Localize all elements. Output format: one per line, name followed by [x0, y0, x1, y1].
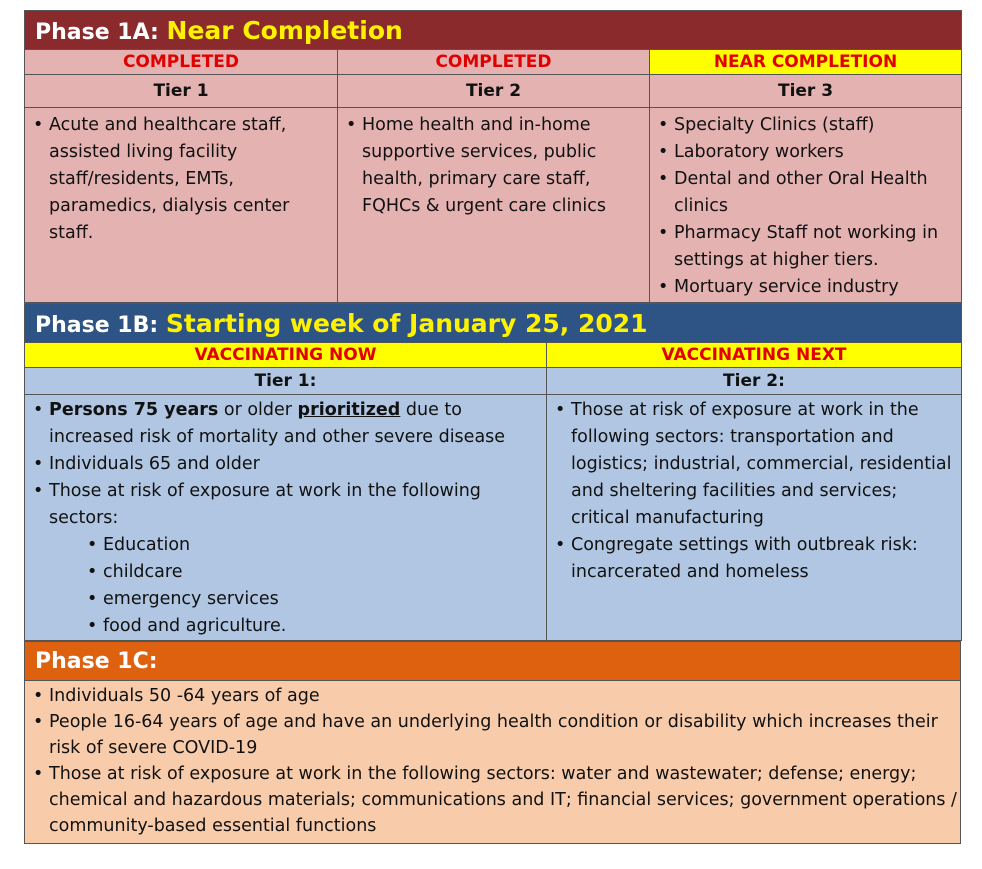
list-item: [25, 397, 546, 451]
phase-1b-header: [25, 304, 962, 343]
phase-1c-label: Phase 1C:: [35, 648, 158, 674]
sector-item: • childcare: [25, 559, 546, 586]
list-item: • Congregate settings with outbreak risk: incarcerated and homeless: [547, 532, 961, 586]
phase-1c-list: [25, 681, 961, 844]
phase-1b-status-text: Starting week of January 25, 2021: [165, 308, 648, 338]
phase-1b-label: Phase 1B:: [35, 312, 159, 338]
list-item: • People 16-64 years of age and have an underlying health condition or disability which increases their risk of severe COVID-19: [25, 709, 960, 761]
list-item: • Specialty Clinics (staff): [650, 112, 961, 139]
list-item: • Pharmacy Staff not working in settings at higher tiers.: [650, 220, 961, 274]
phase-1a-tier2-list: [338, 108, 650, 303]
phase-1b-tier2-list: [547, 395, 962, 641]
phase-1c-header: [25, 642, 961, 681]
list-item: • Those at risk of exposure at work in the following sectors:: [25, 478, 546, 532]
phase-1a-tier3-list: [650, 108, 962, 303]
list-item: • Laboratory workers: [650, 139, 961, 166]
phase-1b-tier1-status: VACCINATING NOW: [25, 343, 547, 368]
phase-1a-tier1-status: COMPLETED: [25, 50, 338, 75]
phase-1a-tier1-label: Tier 1: [25, 75, 338, 108]
list-item: • Those at risk of exposure at work in the following sectors: transportation and logistics; industrial, commercial, residential and sheltering facilities and services; critical manufacturing: [547, 397, 961, 532]
list-item-text: or older: [218, 400, 298, 420]
list-item: • Acute and healthcare staff, assisted living facility staff/residents, EMTs, paramedics, dialysis center staff.: [25, 112, 337, 247]
phase-1c-section: [24, 641, 961, 844]
list-item: • Home health and in-home supportive services, public health, primary care staff, FQHCs & urgent care clinics: [338, 112, 649, 220]
phase-1a-label: Phase 1A:: [35, 19, 159, 45]
phase-1a-status-text: Near Completion: [166, 15, 403, 45]
phase-1a-tier2-label: Tier 2: [338, 75, 650, 108]
phase-1a-tier2-status: COMPLETED: [338, 50, 650, 75]
list-item-text: due to increased risk of mortality and other severe disease: [49, 400, 506, 447]
phase-1b-tier1-list: [25, 395, 547, 641]
phase-1a-header: [25, 11, 962, 50]
phase-1a-section: [24, 10, 962, 303]
phase-1a-tier3-status: NEAR COMPLETION: [650, 50, 962, 75]
list-item: • Individuals 50 -64 years of age: [25, 683, 960, 709]
sector-item: • emergency services: [25, 586, 546, 613]
emphasis-text: Persons 75 years: [49, 400, 219, 420]
phase-1a-tier1-list: [25, 108, 338, 303]
phase-1b-tier2-label: Tier 2:: [547, 368, 962, 395]
sector-item: • food and agriculture.: [25, 613, 546, 640]
list-item: • Those at risk of exposure at work in the following sectors: water and wastewater; defense; energy; chemical and hazardous materials; communications and IT; financial services; government operations / community-based essential functions: [25, 761, 960, 839]
phase-1b-section: [24, 303, 962, 641]
phase-1b-tier1-label: Tier 1:: [25, 368, 547, 395]
list-item: • Dental and other Oral Health clinics: [650, 166, 961, 220]
prioritized-text: prioritized: [297, 400, 401, 420]
list-item: • Individuals 65 and older: [25, 451, 546, 478]
list-item: • Mortuary service industry: [650, 274, 961, 301]
vaccine-phase-table: [24, 10, 961, 844]
sector-item: • Education: [25, 532, 546, 559]
phase-1a-tier3-label: Tier 3: [650, 75, 962, 108]
phase-1b-tier2-status: VACCINATING NEXT: [547, 343, 962, 368]
